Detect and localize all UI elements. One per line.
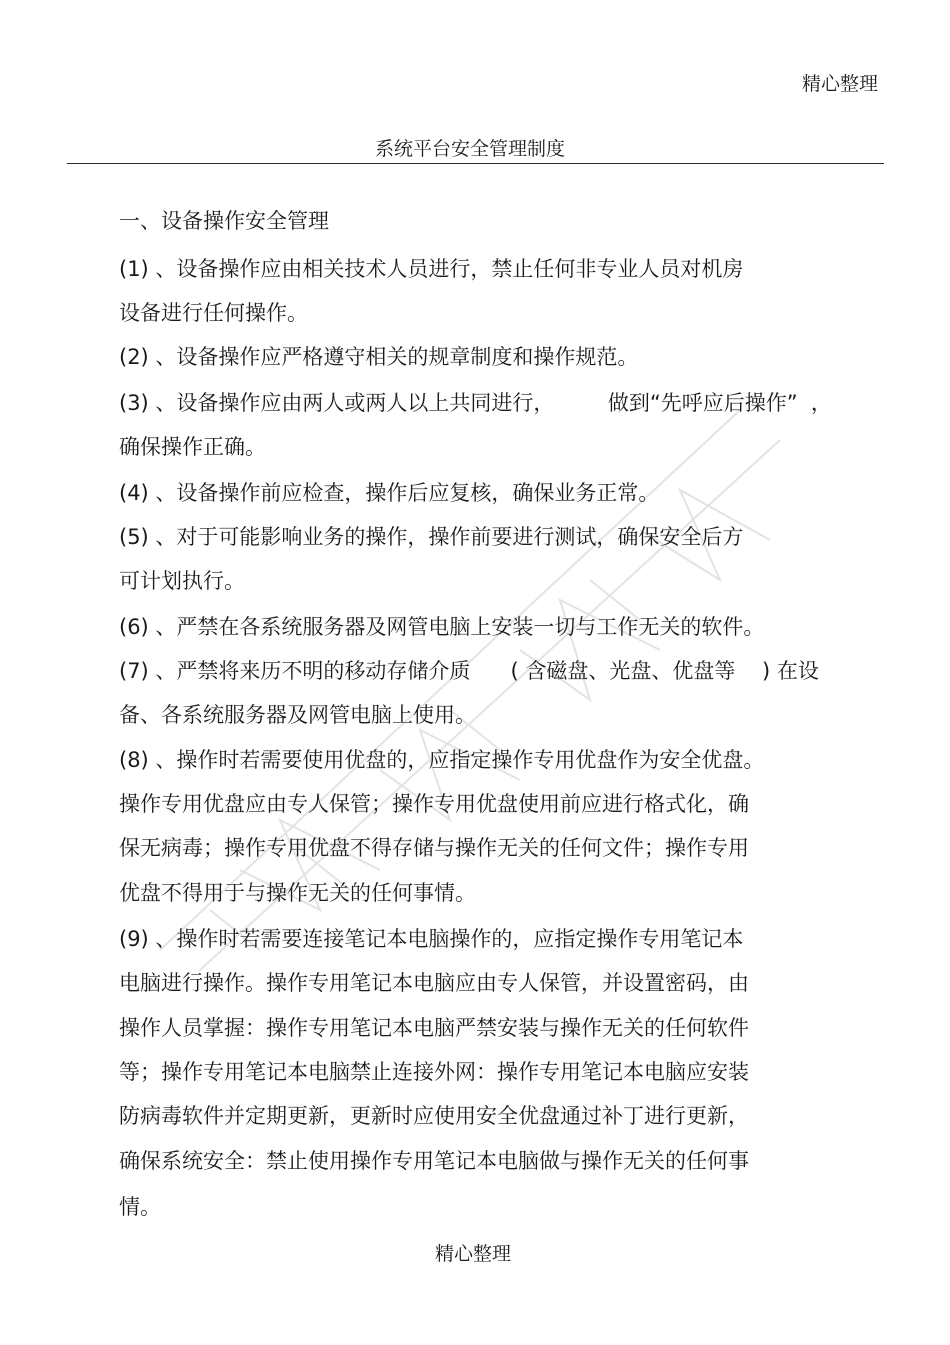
- paragraph-line: 备、各系统服务器及网管电脑上使用。: [119, 703, 476, 727]
- paragraph-line: 确保操作正确。: [119, 435, 266, 459]
- paragraph-line: 等；操作专用笔记本电脑禁止连接外网：操作专用笔记本电脑应安装: [119, 1060, 749, 1084]
- paragraph-line: 防病毒软件并定期更新，更新时应使用安全优盘通过补丁进行更新，: [119, 1104, 749, 1128]
- paragraph-line: 操作人员掌握：操作专用笔记本电脑严禁安装与操作无关的任何软件: [119, 1016, 749, 1040]
- paragraph-line: (3) 、设备操作应由两人或两人以上共同进行， 做到“先呼应后操作” ，: [119, 391, 832, 415]
- paragraph-line: 确保系统安全：禁止使用操作专用笔记本电脑做与操作无关的任何事: [119, 1149, 749, 1173]
- paragraph-line: (4) 、设备操作前应检查，操作后应复核，确保业务正常。: [119, 481, 660, 505]
- paragraph-line: (7) 、严禁将来历不明的移动存储介质 ( 含磁盘、光盘、优盘等 ) 在设: [119, 659, 819, 683]
- paragraph-line: 设备进行任何操作。: [119, 301, 308, 325]
- paragraph-line: (9) 、操作时若需要连接笔记本电脑操作的，应指定操作专用笔记本: [119, 927, 744, 951]
- page-title: 系统平台安全管理制度: [374, 138, 565, 160]
- footer-tag: 精心整理: [434, 1243, 511, 1265]
- paragraph-line: (8) 、操作时若需要使用优盘的，应指定操作专用优盘作为安全优盘。: [119, 748, 765, 772]
- paragraph-line: (2) 、设备操作应严格遵守相关的规章制度和操作规范。: [119, 345, 639, 369]
- paragraph-line: 优盘不得用于与操作无关的任何事情。: [119, 881, 476, 905]
- paragraph-line: 操作专用优盘应由专人保管；操作专用优盘使用前应进行格式化，确: [119, 792, 749, 816]
- header-tag: 精心整理: [801, 73, 878, 95]
- paragraph-line: 电脑进行操作。操作专用笔记本电脑应由专人保管，并设置密码，由: [119, 971, 749, 995]
- paragraph-line: 保无病毒；操作专用优盘不得存储与操作无关的任何文件；操作专用: [119, 836, 749, 860]
- paragraph-line: (6) 、严禁在各系统服务器及网管电脑上安装一切与工作无关的软件。: [119, 615, 765, 639]
- paragraph-line: 情。: [119, 1195, 161, 1219]
- section-heading: 一、设备操作安全管理: [119, 209, 329, 233]
- paragraph-line: 可计划执行。: [119, 569, 245, 593]
- paragraph-line: (5) 、对于可能影响业务的操作，操作前要进行测试，确保安全后方: [119, 525, 744, 549]
- paragraph-line: (1) 、设备操作应由相关技术人员进行，禁止任何非专业人员对机房: [119, 257, 744, 281]
